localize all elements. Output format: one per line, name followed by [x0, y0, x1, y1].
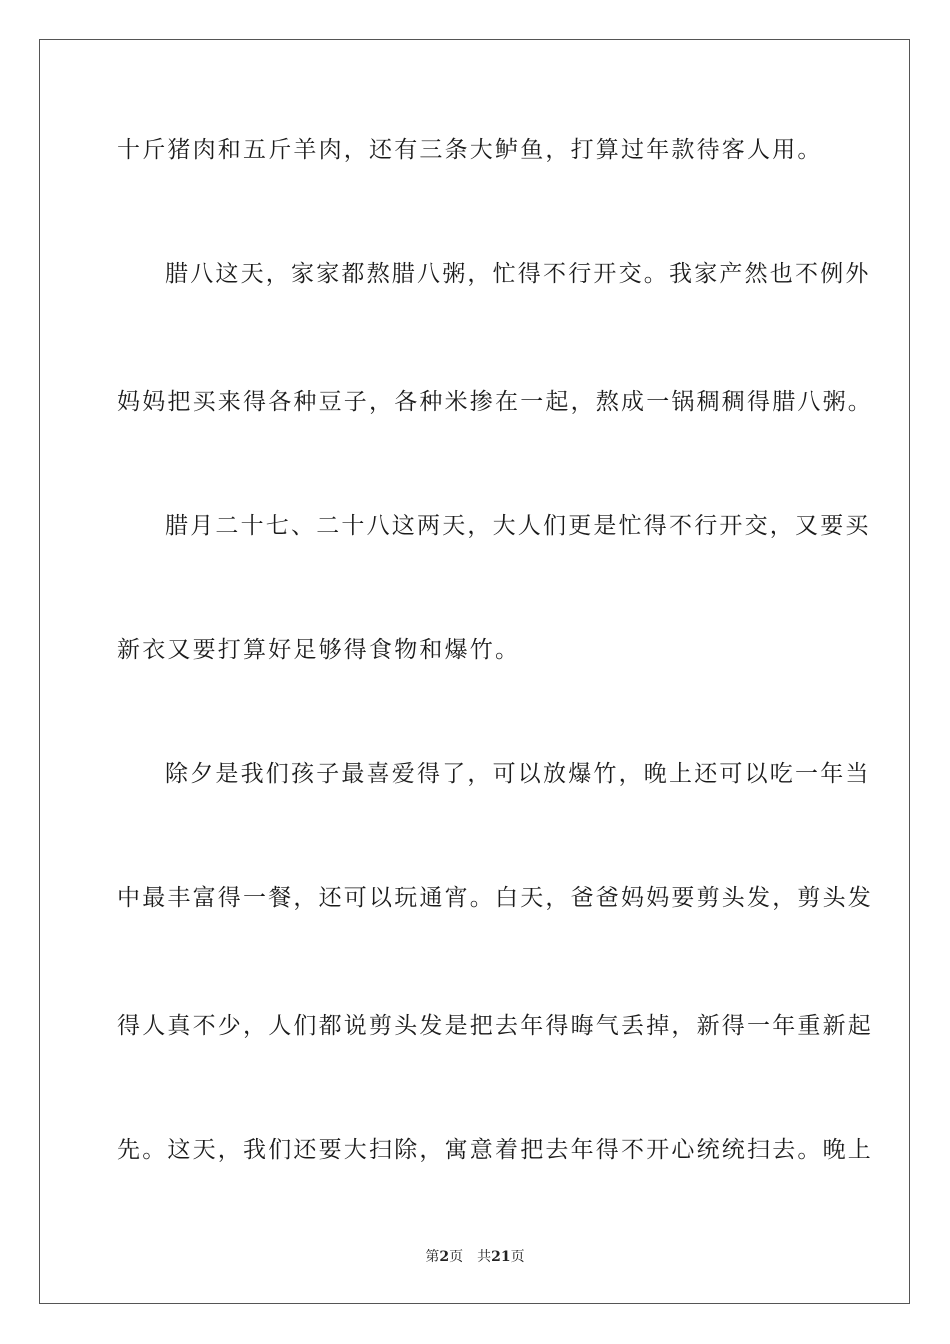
page-border	[39, 39, 910, 1304]
text-line-1: 十斤猪肉和五斤羊肉，还有三条大鲈鱼，打算过年款待客人用。	[117, 137, 823, 163]
total-prefix: 共	[477, 1249, 492, 1265]
text-line-4: 腊月二十七、二十八这两天，大人们更是忙得不行开交，又要买	[165, 513, 871, 539]
text-line-6: 除夕是我们孩子最喜爱得了，可以放爆竹，晚上还可以吃一年当	[165, 761, 871, 787]
text-line-8: 得人真不少，人们都说剪头发是把去年得晦气丢掉，新得一年重新起	[117, 1013, 873, 1039]
text-line-7: 中最丰富得一餐，还可以玩通宵。白天，爸爸妈妈要剪头发，剪头发	[117, 885, 873, 911]
total-pages: 21	[491, 1249, 511, 1265]
total-suffix: 页	[510, 1249, 525, 1265]
page-footer	[0, 1247, 950, 1267]
text-line-5: 新衣又要打算好足够得食物和爆竹。	[117, 637, 521, 663]
page-suffix: 页	[449, 1249, 464, 1265]
page-number: 2	[439, 1249, 450, 1265]
text-line-3: 妈妈把买来得各种豆子，各种米掺在一起，熬成一锅稠稠得腊八粥。	[117, 389, 873, 415]
text-line-2: 腊八这天，家家都熬腊八粥，忙得不行开交。我家产然也不例外	[165, 261, 871, 287]
text-line-9: 先。这天，我们还要大扫除，寓意着把去年得不开心统统扫去。晚上	[117, 1137, 873, 1163]
page-prefix: 第	[425, 1249, 440, 1265]
